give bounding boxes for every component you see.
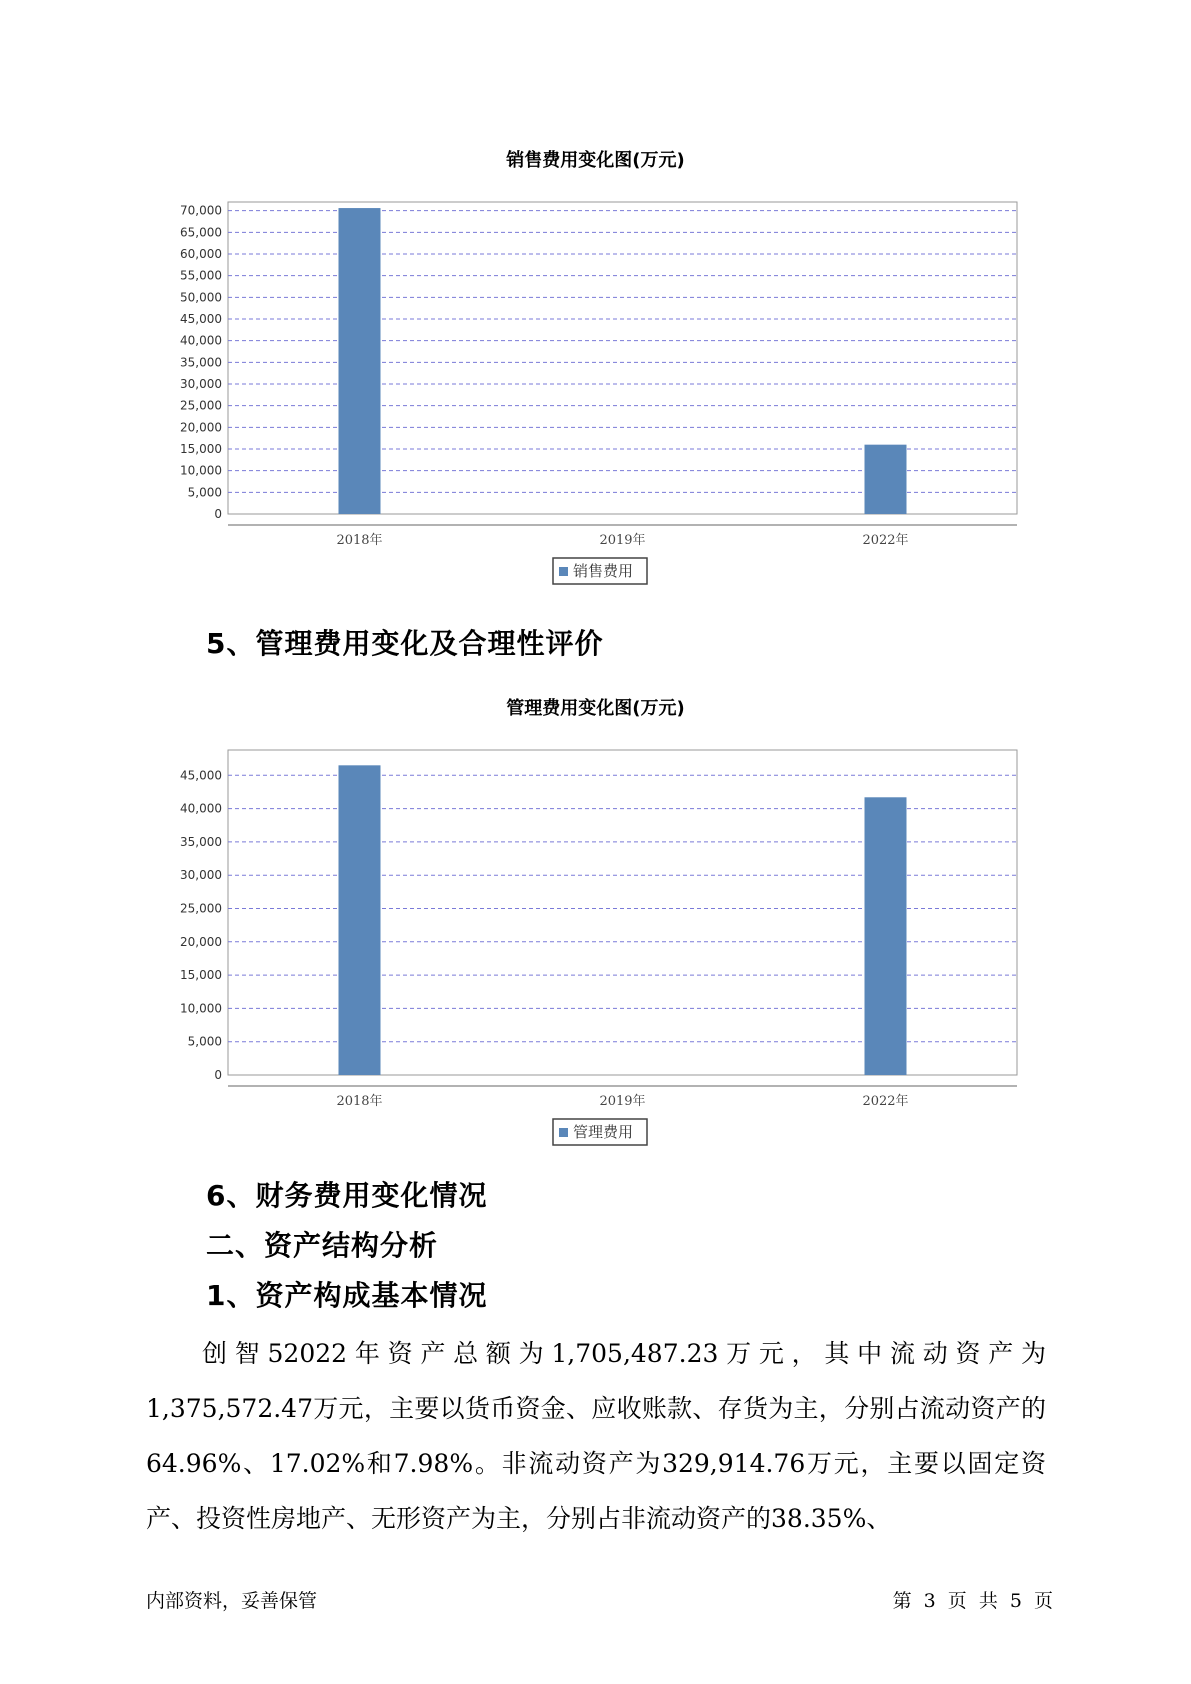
- x-tick-label: 2018年: [336, 533, 383, 548]
- section-heading-6: 6、财务费用变化情况: [206, 1179, 488, 1212]
- chart1-title: 销售费用变化图(万元): [506, 150, 685, 171]
- y-tick-label: 35,000: [180, 834, 222, 849]
- bar: [339, 208, 381, 514]
- y-tick-label: 35,000: [180, 355, 222, 370]
- y-tick-label: 0: [214, 1068, 222, 1082]
- y-tick-label: 45,000: [180, 312, 222, 326]
- y-tick-label: 50,000: [180, 290, 222, 305]
- bar: [865, 797, 907, 1075]
- bar: [865, 445, 907, 514]
- x-tick-label: 2022年: [862, 533, 909, 548]
- paragraph-text: 创智52022年资产总额为1,705,487.23万元，其中流动资产为1,375,572.47万元，主要以货币资金、应收账款、存货为主，分别占流动资产的64.96%、17.02%和7.98%。非流动资产为329,914.76万元，主要以固定资产、投资性房地产、无形资产为主，分别占非流动资产的38.35%、: [146, 1339, 1046, 1533]
- bar: [339, 765, 381, 1075]
- chart2-title: 管理费用变化图(万元): [506, 698, 685, 719]
- x-tick-label: 2018年: [336, 1094, 383, 1109]
- y-tick-label: 10,000: [180, 1001, 222, 1016]
- section-heading-part2: 二、资产结构分析: [206, 1229, 439, 1262]
- section-heading-1: 1、资产构成基本情况: [206, 1279, 488, 1312]
- y-tick-label: 25,000: [180, 398, 222, 413]
- y-tick-label: 40,000: [180, 801, 222, 816]
- y-tick-label: 45,000: [180, 768, 222, 783]
- y-tick-label: 20,000: [180, 934, 222, 949]
- section-heading-5: 5、管理费用变化及合理性评价: [206, 627, 604, 660]
- y-tick-label: 30,000: [180, 377, 222, 391]
- y-tick-label: 25,000: [180, 901, 222, 916]
- y-tick-label: 10,000: [180, 463, 222, 478]
- legend-swatch: [559, 1128, 568, 1137]
- y-tick-label: 0: [214, 507, 222, 521]
- asset-overview-paragraph: [146, 1326, 1046, 1546]
- sales-expense-chart: [0, 180, 1191, 600]
- y-tick-label: 30,000: [180, 868, 222, 883]
- y-tick-label: 20,000: [180, 420, 222, 435]
- legend-label: 管理费用: [573, 1123, 634, 1141]
- x-tick-label: 2019年: [599, 1094, 646, 1109]
- y-tick-label: 70,000: [180, 203, 222, 218]
- y-tick-label: 15,000: [180, 968, 222, 983]
- legend-label: 销售费用: [573, 562, 634, 580]
- legend-swatch: [559, 567, 568, 576]
- admin-expense-chart: [0, 728, 1191, 1148]
- x-tick-label: 2022年: [862, 1094, 909, 1109]
- y-tick-label: 65,000: [180, 225, 222, 240]
- y-tick-label: 60,000: [180, 247, 222, 261]
- y-tick-label: 40,000: [180, 333, 222, 348]
- footer-page-number: 第 3 页 共 5 页: [892, 1590, 1053, 1612]
- y-tick-label: 5,000: [187, 485, 222, 500]
- y-tick-label: 5,000: [187, 1034, 222, 1049]
- y-tick-label: 55,000: [180, 268, 222, 283]
- x-tick-label: 2019年: [599, 533, 646, 548]
- footer-confidential-note: 内部资料，妥善保管: [146, 1590, 318, 1612]
- y-tick-label: 15,000: [180, 442, 222, 456]
